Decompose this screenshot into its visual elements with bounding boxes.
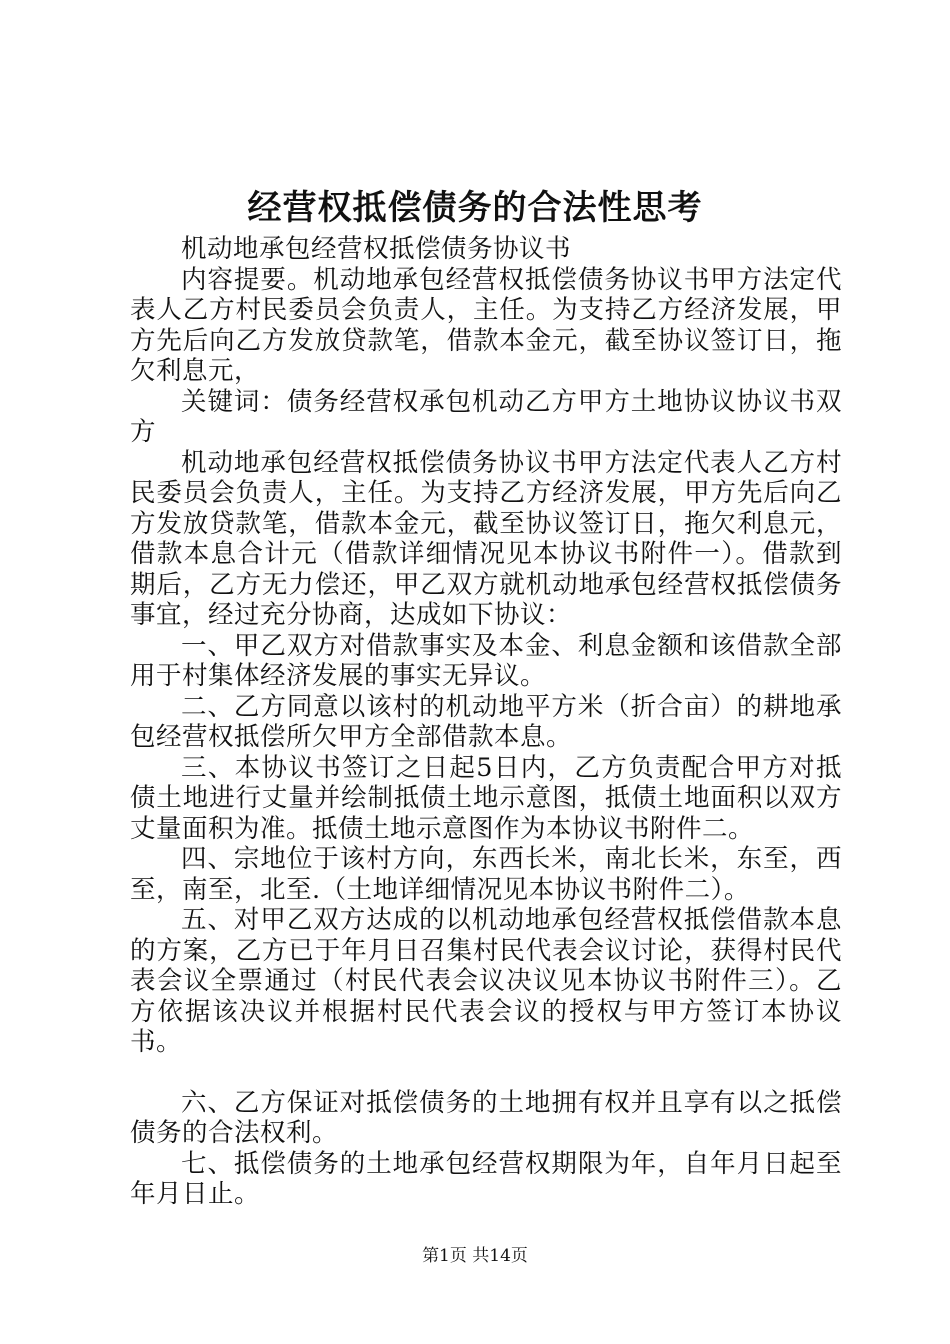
paragraph-clause-3: 三、本协议书签订之日起5日内，乙方负责配合甲方对抵债土地进行丈量并绘制抵债土地示意图，抵债土地面积以双方丈量面积为准。抵债土地示意图作为本协议书附件二。 [130,752,842,844]
paragraph-clause-5: 五、对甲乙双方达成的以机动地承包经营权抵偿借款本息的方案，乙方已于年月日召集村民代表会议讨论，获得村民代表会议全票通过（村民代表会议决议见本协议书附件三）。乙方依据该决议并根据村民代表会议的授权与甲方签订本协议书。 [130,905,842,1057]
document-body [130,234,842,1210]
paragraph-intro: 机动地承包经营权抵偿债务协议书甲方法定代表人乙方村民委员会负责人，主任。为支持乙方经济发展，甲方先后向乙方发放贷款笔，借款本金元，截至协议签订日，拖欠利息元，借款本息合计元（借款详细情况见本协议书附件一）。借款到期后，乙方无力偿还，甲乙双方就机动地承包经营权抵偿债务事宜，经过充分协商，达成如下协议： [130,447,842,630]
paragraph-clause-4: 四、宗地位于该村方向，东西长米，南北长米，东至，西至，南至，北至.（土地详细情况见本协议书附件二）。 [130,844,842,905]
paragraph-keywords: 关键词：债务经营权承包机动乙方甲方土地协议协议书双方 [130,386,842,447]
paragraph-heading: 机动地承包经营权抵偿债务协议书 [181,234,572,264]
document-title: 经营权抵偿债务的合法性思考 [247,188,703,228]
paragraph-summary: 内容提要。机动地承包经营权抵偿债务协议书甲方法定代表人乙方村民委员会负责人，主任。为支持乙方经济发展，甲方先后向乙方发放贷款笔，借款本金元，截至协议签订日，拖欠利息元， [130,264,842,386]
paragraph-clause-1: 一、甲乙双方对借款事实及本金、利息金额和该借款全部用于村集体经济发展的事实无异议。 [130,630,842,691]
paragraph-clause-2: 二、乙方同意以该村的机动地平方米（折合亩）的耕地承包经营权抵偿所欠甲方全部借款本息。 [130,691,842,752]
paragraph-clause-7: 七、抵偿债务的土地承包经营权期限为年，自年月日起至年月日止。 [130,1148,842,1209]
page-footer: 第1页 共14页 [422,1246,528,1266]
paragraph-clause-6: 六、乙方保证对抵偿债务的土地拥有权并且享有以之抵偿债务的合法权利。 [130,1087,842,1148]
